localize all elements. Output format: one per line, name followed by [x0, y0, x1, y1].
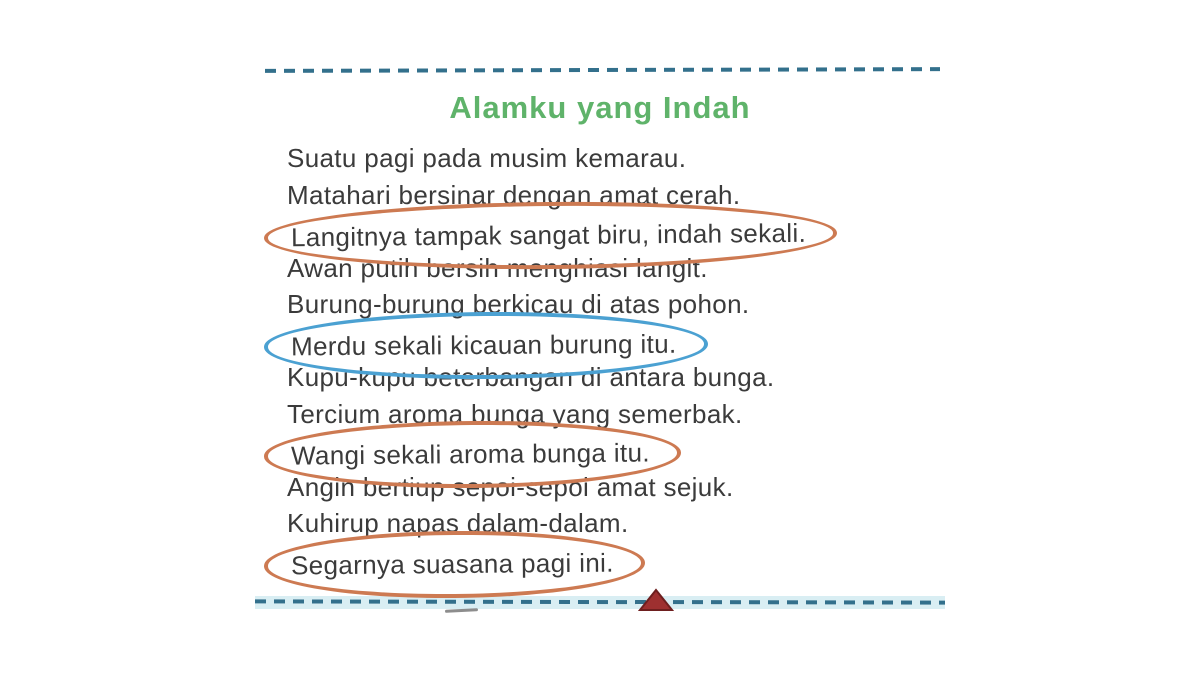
- circle-annotation-orange: Wangi sekali aroma bunga itu.: [264, 419, 682, 489]
- circle-annotation-orange: Langitnya tampak sangat biru, indah sekali.: [264, 200, 838, 271]
- poem-line-text: Matahari bersinar dengan amat cerah.: [287, 179, 741, 210]
- bottom-divider-band: [255, 596, 945, 609]
- bottom-dashed-divider: [255, 599, 945, 604]
- circle-annotation-blue: Merdu sekali kicauan burung itu.: [264, 310, 708, 380]
- poem-line-text: Kupu-kupu beterbangan di antara bunga.: [287, 362, 775, 392]
- poem-line-text: Burung-burung berkicau di atas pohon.: [287, 289, 750, 319]
- page-content: [255, 58, 945, 609]
- poem-text: [255, 140, 945, 578]
- top-dashed-divider: [265, 67, 940, 73]
- circle-annotation-orange: Segarnya suasana pagi ini.: [264, 529, 645, 599]
- page-title: Alamku yang Indah: [449, 90, 751, 125]
- poem-line-text: Angin bertiup sepoi-sepoi amat sejuk.: [287, 471, 734, 502]
- red-triangle-marker-icon: [638, 587, 674, 613]
- poem-line-text: Tercium aroma bunga yang semerbak.: [287, 398, 743, 429]
- poem-line-text: Awan putih bersih menghiasi langit.: [287, 252, 708, 283]
- poem-line: [287, 432, 945, 469]
- stray-pencil-mark: [445, 608, 478, 613]
- poem-line: [287, 542, 945, 579]
- poem-line-text: Suatu pagi pada musim kemarau.: [287, 143, 687, 173]
- poem-line: [287, 213, 945, 253]
- poem-line: [287, 140, 945, 177]
- poem-line-text: Kuhirup napas dalam-dalam.: [287, 508, 629, 538]
- poem-line: [287, 323, 945, 360]
